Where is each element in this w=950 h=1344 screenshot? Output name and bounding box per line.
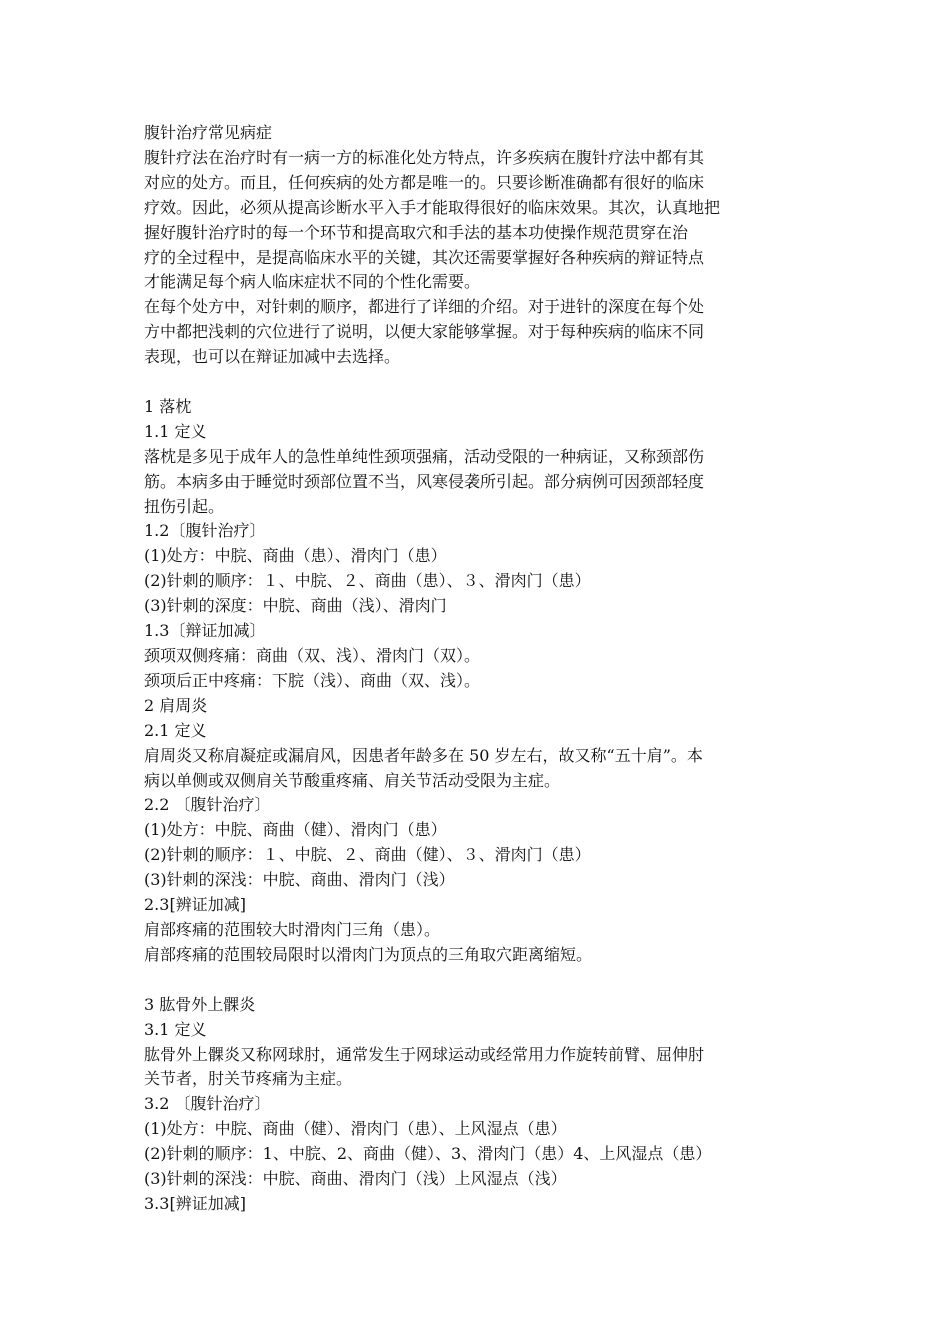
text-line: 疗效。因此，必须从提高诊断水平入手才能取得很好的临床效果。其次，认真地把 bbox=[144, 197, 721, 217]
text-line: 2.2 〔腹针治疗〕 bbox=[144, 795, 271, 815]
text-line: (3)针刺的深浅：中脘、商曲、滑肉门（浅）上风湿点（浅） bbox=[144, 1169, 567, 1189]
text-line: 3 肱骨外上髁炎 bbox=[144, 994, 256, 1014]
document-body bbox=[144, 121, 830, 1217]
text-line: (1)处方：中脘、商曲（患）、滑肉门（患） bbox=[144, 546, 447, 566]
text-line: 2.3[辨证加减] bbox=[144, 895, 246, 915]
text-line: 1.2〔腹针治疗〕 bbox=[144, 521, 266, 541]
text-line: 3.1 定义 bbox=[144, 1019, 207, 1039]
text-line: 表现，也可以在辩证加减中去选择。 bbox=[144, 347, 401, 367]
text-line: 1 落枕 bbox=[144, 396, 192, 416]
text-line: 方中都把浅刺的穴位进行了说明，以便大家能够掌握。对于每种疾病的临床不同 bbox=[144, 322, 705, 342]
text-line: 疗的全过程中，是提高临床水平的关键，其次还需要掌握好各种疾病的辩证特点 bbox=[144, 247, 705, 267]
text-line: 2.1 定义 bbox=[144, 720, 207, 740]
text-line: (2)针刺的顺序：１、中脘、２、商曲（患）、３、滑肉门（患） bbox=[144, 571, 591, 591]
text-line: 肱骨外上髁炎又称网球肘，通常发生于网球运动或经常用力作旋转前臂、屈伸肘 bbox=[144, 1044, 705, 1064]
text-line: 肩周炎又称肩凝症或漏肩风，因患者年龄多在 50 岁左右，故又称“五十肩”。本 bbox=[144, 745, 703, 765]
text-line: (1)处方：中脘、商曲（健）、滑肉门（患）、上风湿点（患） bbox=[144, 1119, 567, 1139]
text-line: 对应的处方。而且，任何疾病的处方都是唯一的。只要诊断准确都有很好的临床 bbox=[144, 172, 705, 192]
text-line: 握好腹针治疗时的每一个环节和提高取穴和手法的基本功使操作规范贯穿在治 bbox=[144, 222, 689, 242]
text-line: 关节者，肘关节疼痛为主症。 bbox=[144, 1069, 353, 1089]
text-line: 肩部疼痛的范围较局限时以滑肉门为顶点的三角取穴距离缩短。 bbox=[144, 944, 593, 964]
text-line: 2 肩周炎 bbox=[144, 695, 208, 715]
blank-line bbox=[144, 968, 830, 993]
text-line: 腹针疗法在治疗时有一病一方的标准化处方特点，许多疾病在腹针疗法中都有其 bbox=[144, 147, 705, 167]
text-line: 落枕是多见于成年人的急性单纯性颈项强痛，活动受限的一种病证，又称颈部伤 bbox=[144, 446, 705, 466]
text-line: (1)处方：中脘、商曲（健）、滑肉门（患） bbox=[144, 820, 447, 840]
text-line: 1.1 定义 bbox=[144, 421, 207, 441]
blank-line bbox=[144, 370, 830, 395]
text-line: (2)针刺的顺序：1、中脘、2、商曲（健）、3、滑肉门（患）4、上风湿点（患） bbox=[144, 1144, 712, 1164]
text-line: 1.3〔辩证加减〕 bbox=[144, 621, 266, 641]
text-line: (2)针刺的顺序：１、中脘、２、商曲（健）、３、滑肉门（患） bbox=[144, 845, 591, 865]
text-line: 筋。本病多由于睡觉时颈部位置不当，风寒侵袭所引起。部分病例可因颈部轻度 bbox=[144, 471, 705, 491]
document-title: 腹针治疗常见病症 bbox=[144, 123, 273, 142]
text-line: 才能满足每个病人临床症状不同的个性化需要。 bbox=[144, 272, 481, 292]
text-line: 颈项后正中疼痛：下脘（浅）、商曲（双、浅）。 bbox=[144, 670, 481, 690]
text-line: (3)针刺的深度：中脘、商曲（浅）、滑肉门 bbox=[144, 596, 447, 616]
text-line: 3.3[辨证加减] bbox=[144, 1193, 246, 1213]
text-line: 颈项双侧疼痛：商曲（双、浅）、滑肉门（双）。 bbox=[144, 646, 481, 666]
text-line: 扭伤引起。 bbox=[144, 496, 225, 516]
text-line: (3)针刺的深浅：中脘、商曲、滑肉门（浅） bbox=[144, 870, 455, 890]
text-line: 病以单侧或双侧肩关节酸重疼痛、肩关节活动受限为主症。 bbox=[144, 770, 561, 790]
text-line: 肩部疼痛的范围较大时滑肉门三角（患）。 bbox=[144, 919, 441, 939]
text-line: 在每个处方中，对针刺的顺序，都进行了详细的介绍。对于进针的深度在每个处 bbox=[144, 297, 705, 317]
text-line: 3.2 〔腹针治疗〕 bbox=[144, 1094, 271, 1114]
